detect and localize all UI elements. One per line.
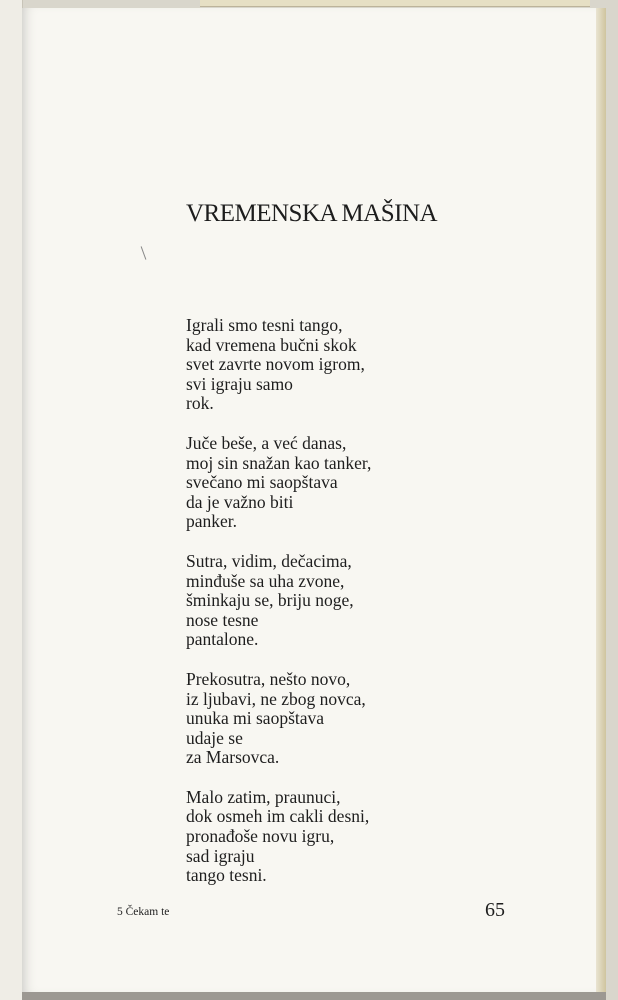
poem-line: panker. [186, 511, 238, 532]
poem-line: Sutra, vidim, dečacima, [186, 550, 352, 571]
poem-line: pronađoše novu igru, [186, 826, 335, 847]
poem-body [186, 316, 446, 906]
poem-line: za Marsovca. [186, 747, 280, 768]
poem-line: udaje se [186, 727, 243, 748]
poem-line: Juče beše, a već danas, [186, 432, 347, 453]
stanza [186, 788, 446, 886]
page-number: 65 [485, 899, 505, 921]
footer-signature: 5 Čekam te [117, 906, 170, 918]
poem-line: dok osmeh im cakli desni, [186, 806, 370, 827]
page-right-edge [596, 8, 606, 992]
poem-title: VREMENSKA MAŠINA [186, 200, 438, 227]
stanza [186, 434, 446, 532]
poem-line: Igrali smo tesni tango, [186, 315, 343, 335]
stanza [186, 316, 446, 414]
poem-line: svet zavrte novom igrom, [186, 354, 365, 375]
stanza [186, 552, 446, 650]
poem-line: rok. [186, 393, 214, 414]
page-bottom-edge [22, 992, 606, 1000]
poem-line: kad vremena bučni skok [186, 334, 357, 355]
poem-line: šminkaju se, briju noge, [186, 590, 354, 611]
poem-line: moj sin snažan kao tanker, [186, 452, 372, 473]
poem-line: sad igraju [186, 845, 255, 866]
poem-line: svi igraju samo [186, 373, 293, 394]
page-top-edge [200, 0, 590, 7]
poem-line: da je važno biti [186, 491, 294, 512]
poem-line: svečano mi saopštava [186, 472, 338, 493]
page-left-edge [0, 0, 23, 1000]
poem-line: tango tesni. [186, 865, 267, 886]
poem-line: iz ljubavi, ne zbog novca, [186, 688, 366, 709]
poem-line: minđuše sa uha zvone, [186, 570, 345, 591]
poem-line: Prekosutra, nešto novo, [186, 668, 351, 689]
poem-line: pantalone. [186, 629, 259, 650]
stanza [186, 670, 446, 768]
poem-line: Malo zatim, praunuci, [186, 786, 341, 807]
poem-line: unuka mi saopštava [186, 708, 325, 729]
poem-line: nose tesne [186, 609, 259, 630]
